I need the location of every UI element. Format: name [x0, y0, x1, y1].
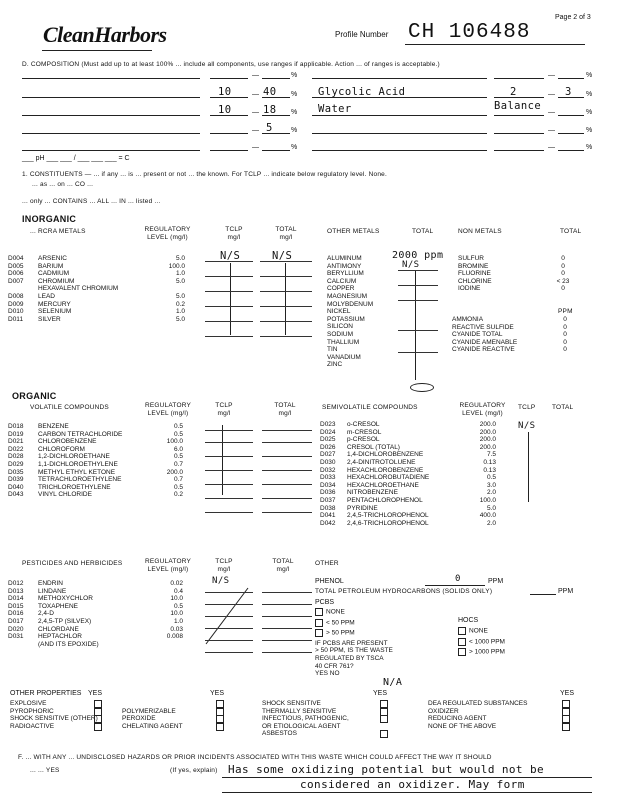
profile-number-label: Profile Number [335, 30, 389, 39]
pesticide-reg: 0.02 0.4 10.0 0.5 10.0 1.0 0.03 0.008 [166, 580, 183, 641]
props-col1: EXPLOSIVE PYROPHORIC SHOCK SENSITIVE (OTHER) RADIOACTIVE [10, 700, 98, 730]
hoc-none-checkbox[interactable] [458, 627, 466, 635]
comp-min: 2 [510, 86, 517, 98]
nonmetal-values: 0 0 0 < 23 0 [556, 255, 570, 293]
semi-names: o-CRESOL m-CRESOL p-CRESOL CRESOL (TOTAL) 1,4-DICHLOROBENZENE 2,4-DINITROTOLUENE HEXACHLOROBENZENE HEXACHLOROBUTADIENE HEXACHLOROETHANE NITROBENZENE PENTACHLOROPHENOL PYRIDINE 2,4,5-TRICHLOROPHENOL 2,4,6-TRICHLOROPHENOL [347, 421, 430, 527]
comp-min: Balance [494, 100, 542, 112]
footer-question: F. ... WITH ANY ... UNDISCLOSED HAZARDS OR PRIOR INCIDENTS ASSOCIATED WITH THIS WASTE WHICH COULD AFFECT THE WAY IT SHOULD [18, 754, 492, 761]
constituents-line3: ... only ... CONTAINS ... ALL ... IN ... listed ... [22, 198, 161, 205]
inorganic-title: INORGANIC [22, 214, 77, 224]
nonmetals: SULFUR BROMINE FLUORINE CHLORINE IODINE [458, 255, 492, 293]
footer-handwritten-2: considered an oxidizer. May form [300, 778, 525, 791]
pcb-options: NONE < 50 PPM > 50 PPM IF PCBS ARE PRESENT > 50 PPM, IS THE WASTE REGULATED BY TSCA 40 CFR 761? YES NO [315, 608, 393, 678]
props-col2-boxes [380, 700, 390, 738]
comp-max: 40 [263, 86, 277, 98]
footer-yes: ... ... YES [30, 767, 60, 774]
hoc-lt1000-checkbox[interactable] [458, 638, 466, 646]
volatile-names: BENZENE CARBON TETRACHLORIDE CHLOROBENZENE CHLOROFORM 1,2-DICHLOROETHANE 1,1-DICHLOROETHYLENE METHYL ETHYL KETONE TETRACHLOROETHYLENE TRICHLOROETHYLENE VINYL CHLORIDE [38, 423, 123, 499]
pesticide-codes: D012 D013 D014 D015 D016 D017 D020 D031 [8, 580, 24, 641]
props-col1b-boxes [216, 700, 226, 730]
company-logo: CleanHarbors [43, 22, 167, 47]
rcra-names: ARSENIC BARIUM CADMIUM CHROMIUM HEXAVALENT CHROMIUM LEAD MERCURY SELENIUM SILVER [38, 255, 119, 323]
comp-name: Water [318, 103, 352, 115]
rcra-codes: D004 D005 D006 D007 D008 D009 D010 D011 [8, 255, 24, 323]
semi-tclp-value: N/S [518, 421, 536, 431]
footer-explain: (If yes, explain) [170, 767, 218, 774]
reactive-values: 0 0 0 0 0 [563, 316, 567, 354]
organic-title: ORGANIC [12, 391, 57, 401]
comp-min: 10 [218, 104, 232, 116]
comp-max: 3 [565, 86, 572, 98]
rcra-total-value: N/S [272, 250, 293, 262]
props-col1-boxes [94, 700, 104, 730]
props-col3: DEA REGULATED SUBSTANCES OXIDIZER REDUCING AGENT NONE OF THE ABOVE [428, 700, 528, 730]
checkbox[interactable] [380, 730, 388, 738]
other-metals: ALUMINUM ANTIMONY BERYLLIUM CALCIUM COPPER MAGNESIUM MOLYBDENUM NICKEL POTASSIUM SILICON SODIUM THALLIUM TIN VANADIUM ZINC [327, 255, 374, 369]
phenol-value: 0 [455, 574, 461, 584]
pcb-lt50-checkbox[interactable] [315, 619, 323, 627]
profile-number: CH 106488 [408, 21, 531, 44]
semi-reg: 200.0 200.0 200.0 200.0 7.5 0.13 0.13 0.5 3.0 2.0 100.0 5.0 400.0 2.0 [479, 421, 496, 527]
pcb-none-checkbox[interactable] [315, 608, 323, 616]
pesticide-names: ENDRIN LINDANE METHOXYCHLOR TOXAPHENE 2,4-D 2,4,5-TP (SILVEX) CHLORDANE HEPTACHLOR (AND ITS EPOXIDE) [38, 580, 99, 648]
comp-min: 10 [218, 86, 232, 98]
zinc-circle [410, 383, 434, 392]
checkbox[interactable] [94, 723, 102, 731]
hoc-gt1000-checkbox[interactable] [458, 648, 466, 656]
reactive-items: AMMONIA REACTIVE SULFIDE CYANIDE TOTAL CYANIDE AMENABLE CYANIDE REACTIVE [452, 316, 518, 354]
semi-codes: D023 D024 D025 D026 D027 D030 D032 D033 D034 D036 D037 D038 D041 D042 [320, 421, 336, 527]
props-col1b: POLYMERIZABLE PEROXIDE CHELATING AGENT [122, 707, 183, 730]
checkbox[interactable] [562, 723, 570, 731]
antimony-total: N/S [402, 260, 420, 270]
rcra-tclp-value: N/S [220, 250, 241, 262]
volatile-reg: 0.5 0.5 100.0 6.0 0.5 0.7 200.0 0.7 0.5 0.2 [166, 423, 183, 499]
props-col3-boxes [562, 700, 572, 730]
rcra-reg: 5.0 100.0 1.0 5.0 5.0 0.2 1.0 5.0 [168, 255, 185, 323]
constituents-instructions: 1. CONSTITUENTS — ... if any ... is ... present or not ... the known. For TCLP ... indicate below regulatory level. None. [22, 171, 387, 178]
tsca-na: N/A [383, 677, 403, 688]
props-col2: SHOCK SENSITIVE THERMALLY SENSITIVE INFECTIOUS, PATHOGENIC, OR ETIOLOGICAL AGENT ASBESTOS [262, 700, 349, 738]
comp-name: Glycolic Acid [318, 86, 406, 98]
comp-max: 18 [263, 104, 277, 116]
constituents-line2: ... as ... on ... CO ... [32, 181, 94, 188]
comp-max: 5 [266, 122, 273, 134]
hoc-options: NONE < 1000 PPM > 1000 PPM [458, 627, 558, 656]
pesticide-tclp-value: N/S [212, 576, 230, 586]
pcb-gt50-checkbox[interactable] [315, 629, 323, 637]
volatile-codes: D018 D019 D021 D022 D028 D029 D035 D039 D040 D043 [8, 423, 24, 499]
page-number: Page 2 of 3 [555, 14, 591, 21]
ph-line: ___ pH ___ ___ / ___ ___ ___ = C [22, 155, 130, 162]
footer-handwritten-1: Has some oxidizing potential but would not be [228, 763, 545, 776]
aluminum-total: 2000 ppm [392, 250, 444, 261]
checkbox[interactable] [380, 715, 388, 723]
composition-header: D. COMPOSITION (Must add up to at least 100% ... include all components, use ranges if applicable. Action ... of ranges is acceptable.) [22, 61, 440, 68]
checkbox[interactable] [216, 723, 224, 731]
